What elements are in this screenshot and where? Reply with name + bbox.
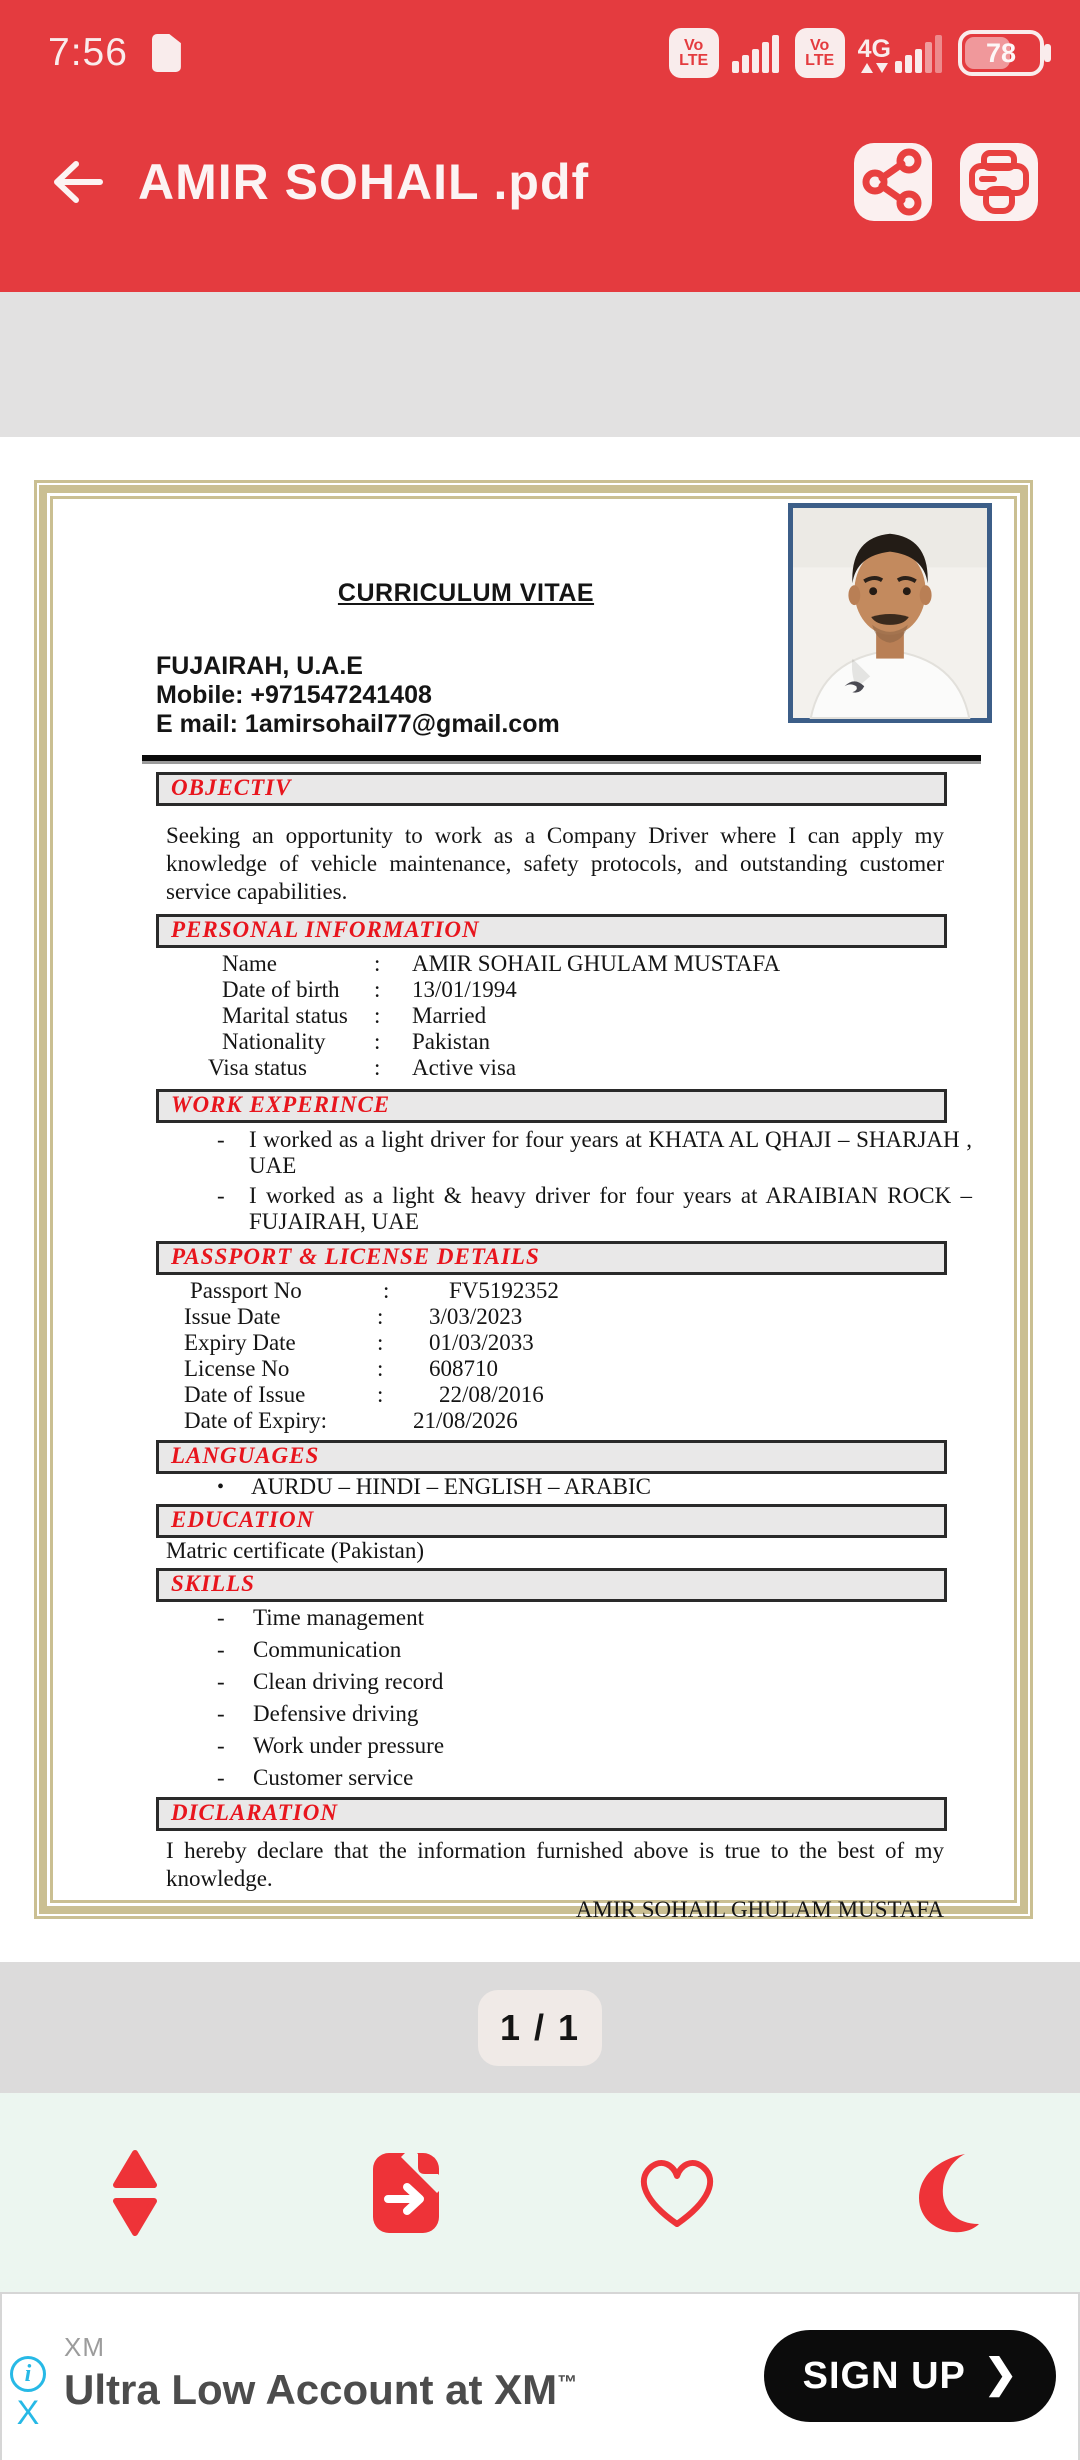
list-dash: - [217, 1605, 225, 1630]
section-heading-personal [156, 914, 947, 948]
skill-text: Clean driving record [253, 1669, 444, 1694]
section-heading-passport [156, 1241, 947, 1275]
personal-row [222, 951, 947, 977]
contact-block [156, 652, 756, 739]
list-dash: - [217, 1669, 225, 1694]
personal-row [208, 1055, 947, 1081]
print-button[interactable] [960, 143, 1038, 221]
skill-text: Work under pressure [253, 1733, 445, 1758]
work-item-text: I worked as a light driver for four years at KHATA AL QHAJI – SHARJAH , UAE [249, 1127, 972, 1178]
passport-row [184, 1382, 947, 1408]
row-value: 21/08/2026 [413, 1408, 518, 1433]
back-arrow-icon [50, 158, 106, 206]
status-icons [669, 28, 1044, 78]
row-colon: : [377, 1304, 384, 1329]
row-label: Marital status [222, 1003, 348, 1028]
row-colon [377, 1408, 399, 1434]
row-label: Date of birth [222, 977, 340, 1002]
document-title: AMIR SOHAIL .pdf [138, 154, 590, 210]
signal-icon-2 [895, 33, 945, 73]
volte-text-top: Vo [684, 37, 704, 54]
declaration-signature: AMIR SOHAIL GHULAM MUSTAFA [575, 1897, 944, 1922]
chevron-right-icon: ❯ [983, 2352, 1018, 2396]
section-heading-label: DICLARATION [171, 1800, 338, 1825]
pdf-page[interactable] [34, 480, 1033, 1922]
passport-row [184, 1356, 947, 1382]
sort-pages-button[interactable] [75, 2133, 195, 2253]
contact-mobile: Mobile: +971547241408 [156, 681, 432, 709]
row-value: 608710 [429, 1356, 498, 1381]
personal-row [222, 1003, 947, 1029]
section-heading-skills [156, 1568, 947, 1602]
list-dash: - [217, 1701, 225, 1726]
section-heading-label: EDUCATION [171, 1507, 315, 1532]
header-actions [854, 143, 1038, 221]
row-colon: : [377, 1330, 384, 1355]
section-heading-languages [156, 1440, 947, 1474]
row-colon: : [377, 1382, 384, 1407]
volte-icon-2 [795, 28, 845, 78]
section-heading-label: PASSPORT & LICENSE DETAILS [171, 1244, 540, 1269]
sign-up-label: SIGN UP [802, 2354, 966, 2397]
profile-photo-image [793, 508, 987, 718]
app-header [0, 92, 1080, 292]
row-colon: : [374, 977, 381, 1002]
skill-item [217, 1733, 947, 1759]
row-colon: : [374, 1029, 381, 1054]
volte-text-top: Vo [810, 37, 830, 54]
sign-up-button[interactable] [764, 2330, 1056, 2422]
page-inner [50, 496, 1017, 1922]
section-heading-label: PERSONAL INFORMATION [171, 917, 480, 942]
row-label: Name [222, 951, 277, 976]
skill-item [217, 1637, 947, 1663]
skill-text: Defensive driving [253, 1701, 419, 1726]
skill-item [217, 1701, 947, 1727]
section-heading-label: SKILLS [171, 1571, 255, 1596]
row-colon: : [374, 1055, 381, 1080]
ad-side-controls [10, 2356, 46, 2432]
row-value: Married [412, 1003, 487, 1028]
export-file-button[interactable] [346, 2133, 466, 2253]
contact-location: FUJAIRAH, U.A.E [156, 652, 363, 680]
page-indicator: 1 / 1 [478, 1990, 602, 2066]
share-icon [862, 149, 924, 215]
languages-text: AURDU – HINDI – ENGLISH – ARABIC [251, 1474, 651, 1499]
ad-headline-text: Ultra Low Account at XM [64, 2366, 558, 2413]
network-type [858, 37, 891, 73]
education-text: Matric certificate (Pakistan) [166, 1538, 424, 1563]
volte-text-bottom: LTE [805, 52, 835, 69]
row-value: 22/08/2016 [439, 1382, 544, 1407]
ad-headline[interactable] [64, 2366, 577, 2414]
share-button[interactable] [854, 143, 932, 221]
row-value: 13/01/1994 [412, 977, 517, 1002]
section-heading-label: LANGUAGES [171, 1443, 320, 1468]
data-arrows-icon [861, 63, 888, 73]
row-value: Pakistan [412, 1029, 490, 1054]
row-value: 01/03/2033 [429, 1330, 534, 1355]
battery-nub [1044, 44, 1051, 62]
signal-icon [732, 33, 782, 73]
section-heading-label: WORK EXPERINCE [171, 1092, 391, 1117]
ad-banner[interactable] [0, 2292, 1080, 2460]
row-value: Active visa [412, 1055, 517, 1080]
personal-row [222, 1029, 947, 1055]
row-colon: : [374, 1003, 381, 1028]
volte-icon [669, 28, 719, 78]
cv-title: CURRICULUM VITAE [337, 579, 595, 607]
section-heading-objective [156, 772, 947, 806]
skill-item [217, 1765, 947, 1791]
contact-email: E mail: 1amirsohail77@gmail.com [156, 710, 560, 738]
passport-rows [156, 1278, 947, 1434]
header-shadow-strip [0, 292, 1080, 437]
status-time: 7:56 [48, 31, 128, 74]
row-value: FV5192352 [449, 1278, 559, 1303]
skill-text: Time management [253, 1605, 424, 1630]
skill-item [217, 1605, 947, 1631]
volte-text-bottom: LTE [679, 52, 709, 69]
section-heading-work [156, 1089, 947, 1123]
declaration-text: I hereby declare that the information furnished above is true to the best of my knowledge. [166, 1838, 944, 1891]
list-dash: - [217, 1733, 225, 1758]
row-label: Issue Date [184, 1304, 281, 1329]
row-label: Nationality [222, 1029, 326, 1054]
personal-rows [156, 951, 947, 1081]
moon-icon [911, 2150, 985, 2236]
heart-icon [634, 2155, 720, 2231]
section-heading-education [156, 1504, 947, 1538]
battery-percent: 78 [985, 37, 1017, 68]
skill-item [217, 1669, 947, 1695]
passport-row [184, 1408, 947, 1434]
trademark-symbol: ™ [557, 2372, 578, 2394]
ad-close-icon[interactable]: X [16, 2394, 40, 2432]
page-border-frame [39, 485, 1028, 1922]
work-experience-item [217, 1183, 972, 1235]
cv-content [53, 499, 1014, 1922]
sort-icon [111, 2148, 159, 2238]
bottom-toolbar [0, 2093, 1080, 2292]
pager-strip [0, 1962, 1080, 2093]
skill-text: Customer service [253, 1765, 414, 1790]
back-button[interactable] [46, 150, 110, 214]
note-icon [152, 34, 181, 72]
mobile-data-icon [858, 33, 945, 73]
row-value: AMIR SOHAIL GHULAM MUSTAFA [412, 951, 781, 976]
export-file-icon [371, 2151, 441, 2235]
row-label: Passport No [190, 1278, 302, 1303]
dark-mode-button[interactable] [888, 2133, 1008, 2253]
languages-item [217, 1474, 947, 1500]
passport-row [184, 1330, 947, 1356]
favorite-button[interactable] [617, 2133, 737, 2253]
battery-icon [958, 30, 1044, 76]
row-value: 3/03/2023 [429, 1304, 523, 1329]
top-app-bar [0, 0, 1080, 292]
work-item-text: I worked as a light & heavy driver for four years at ARAIBIAN ROCK – FUJAIRAH, UAE [249, 1183, 972, 1234]
row-colon: : [377, 1356, 384, 1381]
divider-rule [142, 755, 981, 764]
list-dash: - [217, 1637, 225, 1662]
personal-row [222, 977, 947, 1003]
row-label: Expiry Date [184, 1330, 296, 1355]
skill-text: Communication [253, 1637, 402, 1662]
row-colon: : [383, 1278, 390, 1303]
section-heading-declaration [156, 1797, 947, 1831]
list-dash: - [217, 1765, 225, 1790]
work-experience-item [217, 1127, 972, 1179]
ad-info-icon[interactable]: i [10, 2356, 46, 2392]
status-bar [0, 0, 1080, 92]
print-icon [967, 150, 1031, 214]
row-label: Date of Expiry: [184, 1408, 328, 1433]
passport-row [190, 1278, 947, 1304]
row-label: License No [184, 1356, 290, 1381]
network-type-label: 4G [857, 35, 891, 63]
row-colon: : [374, 951, 381, 976]
list-dash: - [217, 1183, 225, 1208]
row-label: Date of Issue [184, 1382, 306, 1407]
profile-photo [788, 503, 992, 723]
objective-text: Seeking an opportunity to work as a Company Driver where I can apply my knowledge of vehicle maintenance, safety protocols, and outstanding customer service capabilities. [166, 823, 944, 904]
list-bullet: • [217, 1476, 225, 1498]
row-label: Visa status [208, 1055, 307, 1080]
list-dash: - [217, 1127, 225, 1152]
passport-row [184, 1304, 947, 1330]
section-heading-label: OBJECTIV [171, 775, 292, 800]
ad-brand: XM [64, 2332, 105, 2362]
skills-list [156, 1605, 947, 1791]
